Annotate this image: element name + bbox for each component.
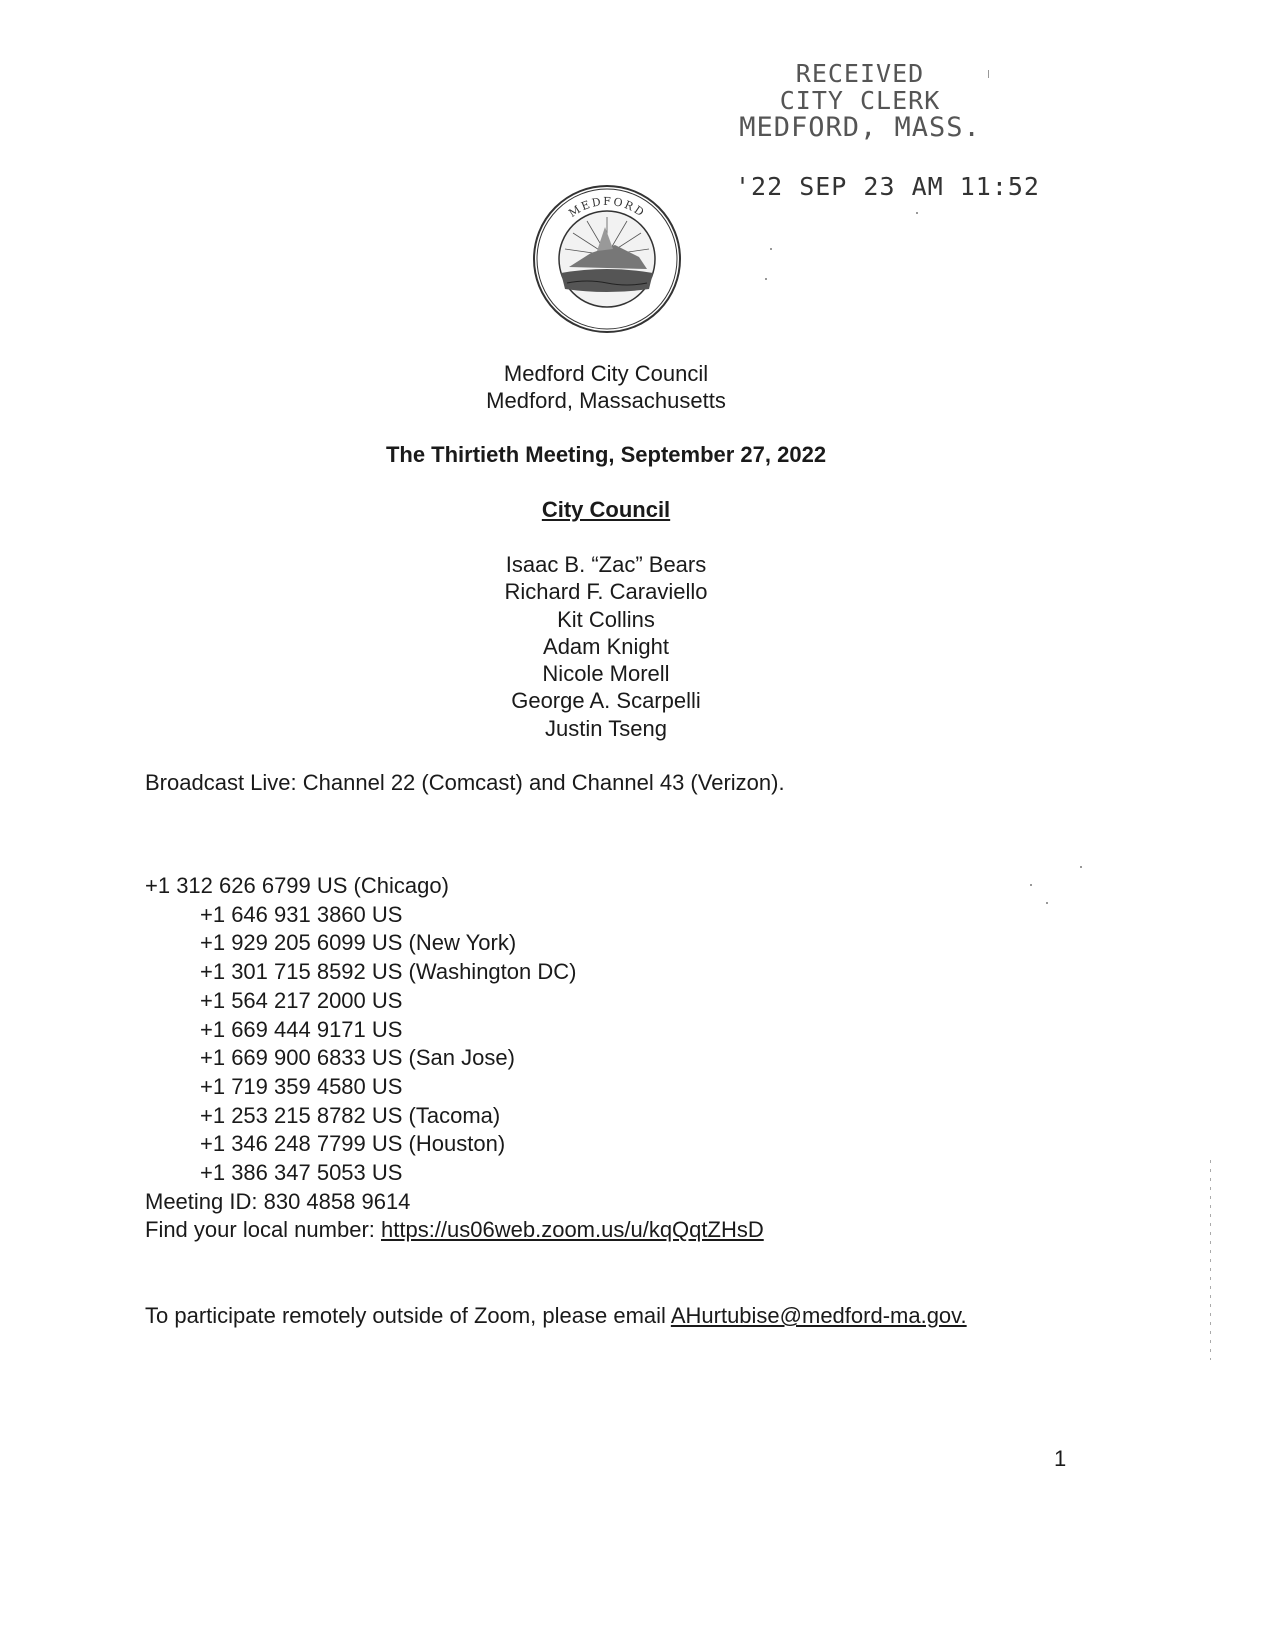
scan-speck (1080, 866, 1082, 868)
council-member: Nicole Morell (542, 661, 670, 687)
scan-speck (1210, 1160, 1211, 1360)
zoom-local-number-link[interactable]: https://us06web.zoom.us/u/kqQqtZHsD (381, 1217, 764, 1243)
city-seal-icon (531, 183, 683, 335)
council-title-text: City Council (541, 497, 671, 522)
document-header (0, 360, 1212, 414)
phone-number: +1 669 900 6833 US (San Jose) (200, 1045, 515, 1071)
phone-number: +1 719 359 4580 US (200, 1073, 403, 1099)
phone-number: +1 253 215 8782 US (Tacoma) (200, 1102, 501, 1128)
local-number-line (145, 1216, 764, 1245)
stamp-line-location: MEDFORD, MASS. (739, 112, 981, 143)
scan-speck (770, 248, 772, 250)
local-number-label: Find your local number: (145, 1217, 381, 1243)
phone-number: +1 564 217 2000 US (200, 987, 403, 1013)
council-members-list (0, 551, 1212, 742)
phone-number: +1 929 205 6099 US (New York) (200, 930, 517, 956)
scan-speck (1030, 884, 1032, 886)
council-member: Richard F. Caraviello (504, 579, 708, 605)
broadcast-info: Broadcast Live: Channel 22 (Comcast) and Channel 43 (Verizon). (145, 770, 785, 795)
scan-speck (1046, 902, 1048, 904)
dial-in-numbers (145, 872, 764, 1245)
council-title (0, 497, 1212, 523)
seal-text: MEDFORD (566, 194, 648, 221)
stamp-line-city-clerk: CITY CLERK (779, 86, 941, 115)
page-number: 1 (1054, 1446, 1067, 1471)
header-line-council: Medford City Council (503, 361, 709, 386)
phone-number: +1 669 444 9171 US (200, 1016, 403, 1042)
phone-number: +1 301 715 8592 US (Washington DC) (200, 959, 577, 985)
phone-number: +1 312 626 6799 US (Chicago) (145, 873, 449, 898)
header-line-location: Medford, Massachusetts (486, 388, 726, 413)
council-member: Adam Knight (543, 633, 669, 659)
council-member: George A. Scarpelli (511, 688, 701, 714)
council-member: Justin Tseng (545, 715, 667, 741)
received-stamp (730, 60, 990, 141)
clerk-email-link[interactable]: AHurtubise@medford-ma.gov. (670, 1303, 967, 1328)
phone-number: +1 386 347 5053 US (200, 1160, 403, 1186)
participation-note (145, 1303, 967, 1329)
council-member: Kit Collins (557, 606, 655, 632)
participation-text: To participate remotely outside of Zoom, please email (145, 1303, 671, 1328)
meeting-id: Meeting ID: 830 4858 9614 (145, 1188, 411, 1214)
scan-speck (916, 212, 918, 214)
scan-speck (765, 278, 767, 280)
phone-number: +1 646 931 3860 US (200, 901, 403, 927)
meeting-title: The Thirtieth Meeting, September 27, 2022 (385, 442, 827, 467)
scan-speck (988, 70, 989, 78)
stamp-date: '22 SEP 23 AM 11:52 (735, 172, 1040, 201)
stamp-line-received: RECEIVED (795, 59, 925, 88)
phone-number: +1 346 248 7799 US (Houston) (200, 1131, 506, 1157)
council-member: Isaac B. “Zac” Bears (505, 552, 707, 577)
